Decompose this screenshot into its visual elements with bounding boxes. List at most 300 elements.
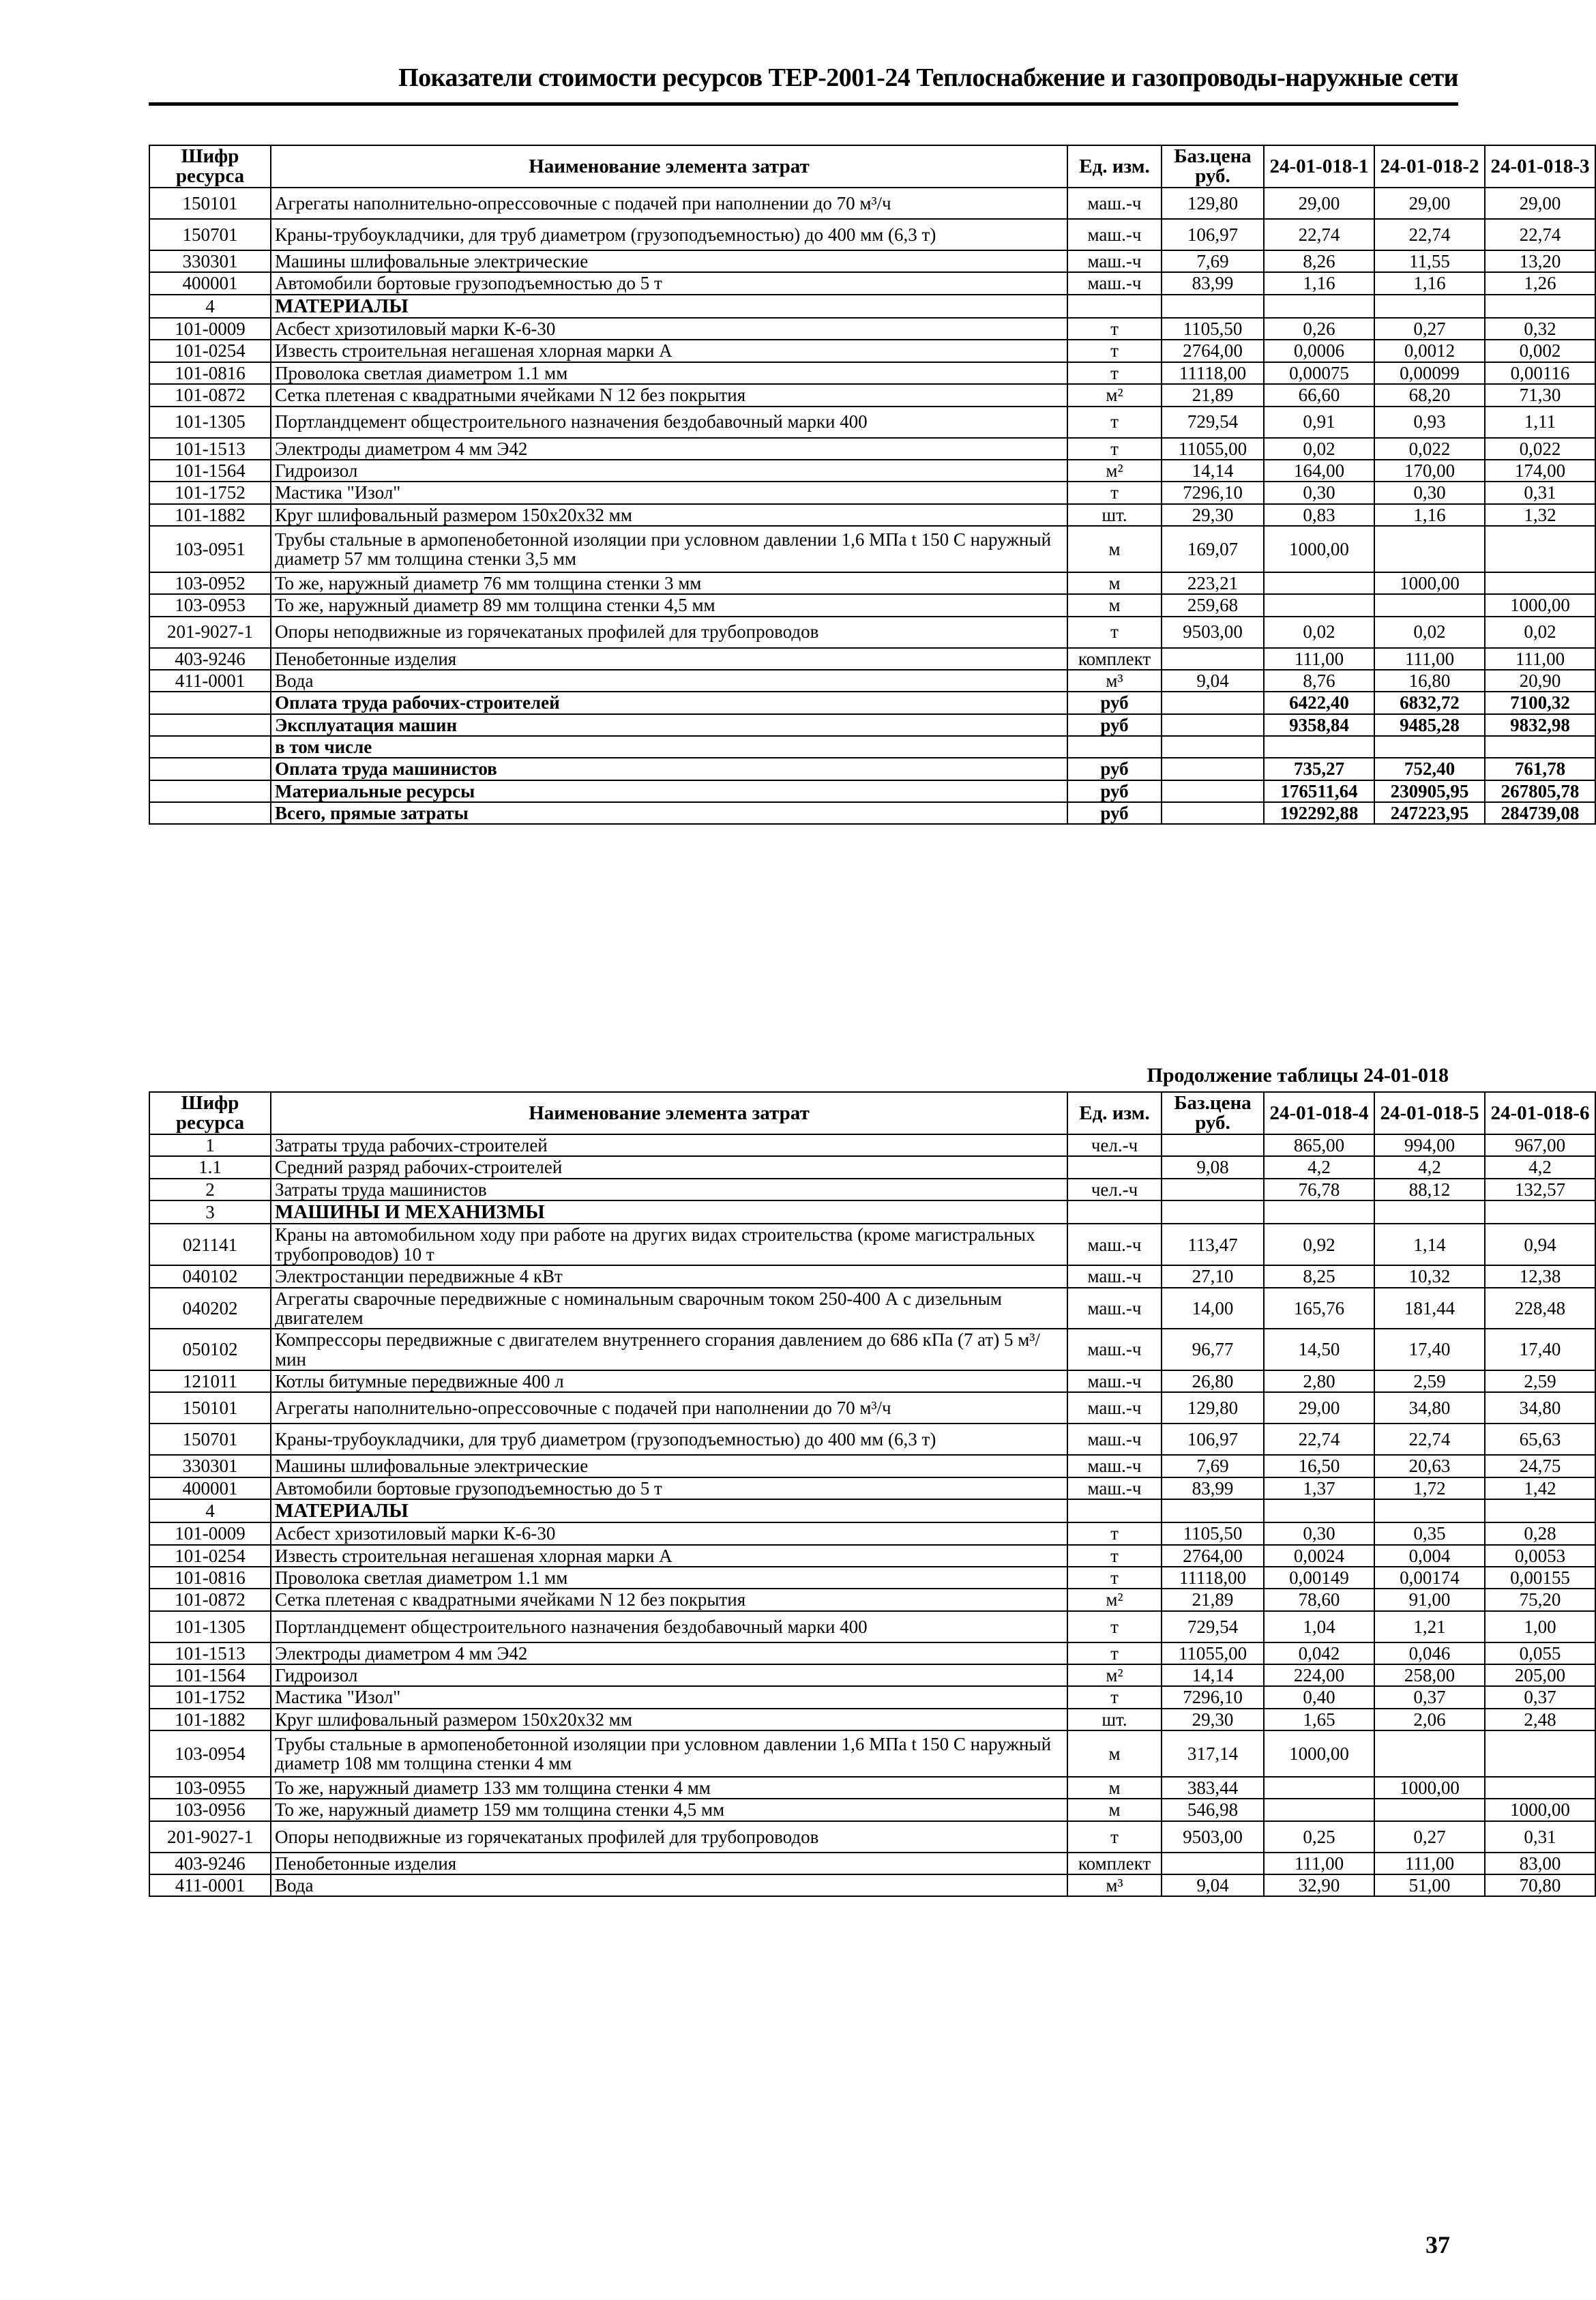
resource-code-cell: 400001 (149, 1477, 271, 1499)
norm-value-cell (1485, 1200, 1595, 1224)
cost-element-cell: Всего, прямые затраты (271, 802, 1067, 824)
table-row (149, 1329, 1595, 1370)
cost-element-cell: Трубы стальные в армопенобетонной изоляции при условном давлении 1,6 МПа t 150 С наружный диаметр 108 мм толщина стенки 4 мм (271, 1730, 1067, 1777)
base-price-cell: 26,80 (1162, 1370, 1264, 1392)
resource-code-cell: 103-0955 (149, 1777, 271, 1799)
norm-value-cell: 8,26 (1264, 250, 1374, 272)
norm-value-cell: 0,055 (1485, 1642, 1595, 1664)
norm-value-cell: 0,94 (1485, 1224, 1595, 1265)
resource-code-cell: 101-0009 (149, 318, 271, 340)
table-row (149, 1288, 1595, 1329)
base-price-cell: 83,99 (1162, 272, 1264, 294)
table-row (149, 318, 1595, 340)
resource-code-cell: 330301 (149, 1455, 271, 1477)
cost-element-cell: То же, наружный диаметр 133 мм толщина стенки 4 мм (271, 1777, 1067, 1799)
norm-value-cell: 228,48 (1485, 1288, 1595, 1329)
norm-value-cell: 22,74 (1374, 219, 1485, 250)
unit-cell: руб (1067, 692, 1162, 713)
table-row (149, 384, 1595, 406)
table-row (149, 1777, 1595, 1799)
table-row (149, 1134, 1595, 1156)
cost-element-cell: в том числе (271, 736, 1067, 758)
norm-value-cell: 1000,00 (1374, 1777, 1485, 1799)
cost-element-cell: Проволока светлая диаметром 1.1 мм (271, 1567, 1067, 1589)
table-row (149, 1799, 1595, 1820)
norm-value-cell: 865,00 (1264, 1134, 1374, 1156)
unit-cell: т (1067, 1611, 1162, 1642)
unit-cell: т (1067, 1686, 1162, 1708)
resource-code-cell: 103-0952 (149, 572, 271, 594)
norm-value-cell: 78,60 (1264, 1589, 1374, 1610)
base-price-cell: 9503,00 (1162, 1821, 1264, 1853)
norm-value-cell: 76,78 (1264, 1179, 1374, 1200)
norm-value-cell: 0,0012 (1374, 340, 1485, 362)
resource-code-cell: 101-1513 (149, 438, 271, 460)
table-row (149, 1370, 1595, 1392)
resource-code-cell: 103-0953 (149, 594, 271, 616)
cost-element-cell: Компрессоры передвижные с двигателем внутреннего сгорания давлением до 686 кПа (7 ат) 5 м³/мин (271, 1329, 1067, 1370)
cost-element-header: Наименование элемента затрат (271, 1092, 1067, 1134)
norm-value-cell: 0,92 (1264, 1224, 1374, 1265)
norm-value-cell (1264, 1799, 1374, 1820)
resource-code-cell: 150101 (149, 188, 271, 219)
base-price-cell: 14,00 (1162, 1288, 1264, 1329)
table-row (149, 460, 1595, 482)
cost-element-cell: МАТЕРИАЛЫ (271, 1499, 1067, 1522)
unit-cell: маш.-ч (1067, 250, 1162, 272)
resource-code-cell: 201-9027-1 (149, 1821, 271, 1853)
cost-element-cell: Известь строительная негашеная хлорная марки А (271, 340, 1067, 362)
norm-value-cell (1374, 736, 1485, 758)
resource-code-cell: 403-9246 (149, 648, 271, 670)
norm-value-cell: 12,38 (1485, 1265, 1595, 1287)
base-price-cell: 113,47 (1162, 1224, 1264, 1265)
resource-code-cell: 150701 (149, 1424, 271, 1455)
norm-value-cell: 0,00155 (1485, 1567, 1595, 1589)
table-row (149, 362, 1595, 384)
norm-value-cell: 0,35 (1374, 1522, 1485, 1544)
cost-element-cell: Асбест хризотиловый марки К-6-30 (271, 318, 1067, 340)
norm-value-cell: 0,37 (1485, 1686, 1595, 1708)
resource-table-1 (149, 145, 1596, 825)
norm-value-cell: 34,80 (1485, 1392, 1595, 1424)
unit-cell: комплект (1067, 1853, 1162, 1874)
page-number: 37 (1425, 2231, 1450, 2258)
norm-value-cell: 22,74 (1374, 1424, 1485, 1455)
norm-value-cell: 6832,72 (1374, 692, 1485, 713)
norm-value-cell: 0,91 (1264, 407, 1374, 438)
norm-value-cell: 4,2 (1485, 1156, 1595, 1178)
table-row (149, 572, 1595, 594)
resource-code-cell: 101-1882 (149, 1709, 271, 1730)
base-price-cell: 11055,00 (1162, 438, 1264, 460)
norm-value-cell: 0,31 (1485, 1821, 1595, 1853)
base-price-cell (1162, 648, 1264, 670)
unit-cell: маш.-ч (1067, 1424, 1162, 1455)
cost-element-cell: Электростанции передвижные 4 кВт (271, 1265, 1067, 1287)
table-row (149, 1611, 1595, 1642)
norm-value-cell: 4,2 (1374, 1156, 1485, 1178)
table-row (149, 1874, 1595, 1896)
unit-header: Ед. изм. (1067, 145, 1162, 188)
cost-element-cell: Электроды диаметром 4 мм Э42 (271, 1642, 1067, 1664)
unit-cell: чел.-ч (1067, 1134, 1162, 1156)
cost-element-cell: Известь строительная негашеная хлорная марки А (271, 1545, 1067, 1567)
base-price-cell: 729,54 (1162, 1611, 1264, 1642)
norm-column-header-3: 24-01-018-3 (1485, 145, 1595, 188)
norm-value-cell: 29,00 (1264, 1392, 1374, 1424)
norm-value-cell: 17,40 (1374, 1329, 1485, 1370)
norm-value-cell: 0,27 (1374, 318, 1485, 340)
unit-cell (1067, 1156, 1162, 1178)
norm-value-cell: 0,0006 (1264, 340, 1374, 362)
table-row (149, 526, 1595, 572)
resource-code-cell: 101-1564 (149, 1664, 271, 1686)
cost-element-cell: Краны-трубоукладчики, для труб диаметром (грузоподъемностью) до 400 мм (6,3 т) (271, 219, 1067, 250)
resource-code-cell: 1.1 (149, 1156, 271, 1178)
base-price-cell (1162, 1134, 1264, 1156)
resource-code-cell (149, 692, 271, 713)
norm-value-cell (1485, 295, 1595, 318)
table-row (149, 1567, 1595, 1589)
cost-element-cell: Круг шлифовальный размером 150х20х32 мм (271, 1709, 1067, 1730)
norm-value-cell: 735,27 (1264, 758, 1374, 780)
continuation-label: Продолжение таблицы 24-01-018 (1147, 1064, 1449, 1087)
base-price-cell: 27,10 (1162, 1265, 1264, 1287)
base-price-cell (1162, 1853, 1264, 1874)
norm-value-cell: 9485,28 (1374, 714, 1485, 736)
norm-value-cell: 0,00075 (1264, 362, 1374, 384)
base-price-cell: 7,69 (1162, 1455, 1264, 1477)
resource-code-cell: 101-0009 (149, 1522, 271, 1544)
norm-value-cell: 0,042 (1264, 1642, 1374, 1664)
table-row (149, 692, 1595, 713)
norm-value-cell: 752,40 (1374, 758, 1485, 780)
table-row (149, 1642, 1595, 1664)
norm-value-cell: 132,57 (1485, 1179, 1595, 1200)
cost-element-cell: МАТЕРИАЛЫ (271, 295, 1067, 318)
base-price-cell: 21,89 (1162, 1589, 1264, 1610)
cost-element-cell: Пенобетонные изделия (271, 648, 1067, 670)
cost-element-cell: Оплата труда рабочих-строителей (271, 692, 1067, 713)
table-row (149, 1224, 1595, 1265)
norm-value-cell: 164,00 (1264, 460, 1374, 482)
cost-element-cell: Агрегаты сварочные передвижные с номинальным сварочным током 250-400 А с дизельным двигателем (271, 1288, 1067, 1329)
norm-value-cell: 174,00 (1485, 460, 1595, 482)
norm-value-cell: 65,63 (1485, 1424, 1595, 1455)
header-rule (149, 102, 1458, 106)
norm-value-cell: 10,32 (1374, 1265, 1485, 1287)
resource-code-cell: 330301 (149, 250, 271, 272)
table-row (149, 272, 1595, 294)
cost-element-cell: МАШИНЫ И МЕХАНИЗМЫ (271, 1200, 1067, 1224)
table-row (149, 407, 1595, 438)
norm-value-cell: 165,76 (1264, 1288, 1374, 1329)
norm-value-cell: 71,30 (1485, 384, 1595, 406)
base-price-cell: 317,14 (1162, 1730, 1264, 1777)
norm-value-cell: 1,72 (1374, 1477, 1485, 1499)
norm-value-cell: 14,50 (1264, 1329, 1374, 1370)
norm-value-cell: 0,046 (1374, 1642, 1485, 1664)
norm-value-cell: 267805,78 (1485, 780, 1595, 802)
cost-element-cell: Опоры неподвижные из горячекатаных профилей для трубопроводов (271, 1821, 1067, 1853)
base-price-header: Баз.цена руб. (1162, 1092, 1264, 1134)
resource-code-cell: 150101 (149, 1392, 271, 1424)
norm-value-cell: 0,30 (1264, 1522, 1374, 1544)
norm-value-cell: 0,00174 (1374, 1567, 1485, 1589)
resource-code-cell: 4 (149, 1499, 271, 1522)
norm-value-cell: 0,40 (1264, 1686, 1374, 1708)
table-row (149, 1499, 1595, 1522)
table-row (149, 1424, 1595, 1455)
table-row (149, 714, 1595, 736)
table-row (149, 1179, 1595, 1200)
unit-cell: маш.-ч (1067, 188, 1162, 219)
norm-value-cell: 7100,32 (1485, 692, 1595, 713)
base-price-cell (1162, 780, 1264, 802)
resource-code-cell (149, 736, 271, 758)
norm-value-cell: 20,63 (1374, 1455, 1485, 1477)
cost-element-cell: Краны на автомобильном ходу при работе на других видах строительства (кроме магистральных трубопроводов) 10 т (271, 1224, 1067, 1265)
norm-value-cell (1485, 572, 1595, 594)
table-header-row (149, 145, 1595, 188)
norm-value-cell: 0,00116 (1485, 362, 1595, 384)
norm-value-cell: 0,27 (1374, 1821, 1485, 1853)
norm-value-cell: 0,93 (1374, 407, 1485, 438)
cost-element-cell: Автомобили бортовые грузоподъемностью до 5 т (271, 1477, 1067, 1499)
table-row (149, 188, 1595, 219)
cost-element-cell: Сетка плетеная с квадратными ячейками N 12 без покрытия (271, 1589, 1067, 1610)
norm-value-cell: 24,75 (1485, 1455, 1595, 1477)
base-price-cell (1162, 692, 1264, 713)
norm-value-cell (1374, 295, 1485, 318)
table-row (149, 802, 1595, 824)
cost-element-cell: Автомобили бортовые грузоподъемностью до 5 т (271, 272, 1067, 294)
unit-cell: шт. (1067, 1709, 1162, 1730)
norm-value-cell: 83,00 (1485, 1853, 1595, 1874)
unit-cell: м (1067, 1777, 1162, 1799)
cost-element-cell: Агрегаты наполнительно-опрессовочные с подачей при наполнении до 70 м³/ч (271, 1392, 1067, 1424)
running-header: Показатели стоимости ресурсов ТЕР-2001-24 Теплоснабжение и газопроводы-наружные сети (398, 63, 1458, 92)
base-price-cell: 83,99 (1162, 1477, 1264, 1499)
resource-code-cell: 101-1752 (149, 482, 271, 503)
resource-code-cell: 403-9246 (149, 1853, 271, 1874)
base-price-cell: 546,98 (1162, 1799, 1264, 1820)
resource-code-cell: 103-0954 (149, 1730, 271, 1777)
norm-value-cell: 111,00 (1485, 648, 1595, 670)
cost-element-cell: Портландцемент общестроительного назначения бездобавочный марки 400 (271, 407, 1067, 438)
table-row (149, 1477, 1595, 1499)
base-price-cell (1162, 758, 1264, 780)
resource-code-cell: 101-1513 (149, 1642, 271, 1664)
norm-value-cell: 34,80 (1374, 1392, 1485, 1424)
norm-value-cell: 0,0024 (1264, 1545, 1374, 1567)
resource-code-cell: 040202 (149, 1288, 271, 1329)
base-price-cell (1162, 295, 1264, 318)
table-row (149, 1392, 1595, 1424)
cost-element-cell: Асбест хризотиловый марки К-6-30 (271, 1522, 1067, 1544)
cost-element-cell: То же, наружный диаметр 76 мм толщина стенки 3 мм (271, 572, 1067, 594)
resource-code-cell: 101-1882 (149, 504, 271, 526)
base-price-cell: 14,14 (1162, 1664, 1264, 1686)
norm-value-cell: 967,00 (1485, 1134, 1595, 1156)
resource-code-cell: 101-1305 (149, 1611, 271, 1642)
norm-value-cell: 176511,64 (1264, 780, 1374, 802)
resource-code-cell: 040102 (149, 1265, 271, 1287)
resource-code-cell: 3 (149, 1200, 271, 1224)
norm-value-cell: 224,00 (1264, 1664, 1374, 1686)
norm-value-cell: 1000,00 (1374, 572, 1485, 594)
resource-code-cell: 101-1752 (149, 1686, 271, 1708)
norm-value-cell: 0,02 (1485, 617, 1595, 648)
unit-cell: т (1067, 362, 1162, 384)
resource-code-cell: 101-0254 (149, 1545, 271, 1567)
norm-value-cell (1264, 572, 1374, 594)
norm-value-cell: 1,16 (1374, 504, 1485, 526)
resource-code-cell: 101-0254 (149, 340, 271, 362)
table-row (149, 670, 1595, 692)
norm-value-cell: 29,00 (1485, 188, 1595, 219)
norm-value-cell: 1000,00 (1485, 1799, 1595, 1820)
table-row (149, 648, 1595, 670)
norm-value-cell: 22,74 (1264, 219, 1374, 250)
resource-code-cell: 103-0956 (149, 1799, 271, 1820)
norm-value-cell (1374, 594, 1485, 616)
unit-cell: м² (1067, 460, 1162, 482)
table-row (149, 1265, 1595, 1287)
norm-value-cell: 13,20 (1485, 250, 1595, 272)
resource-code-cell: 021141 (149, 1224, 271, 1265)
norm-value-cell: 1,00 (1485, 1611, 1595, 1642)
norm-value-cell: 1,14 (1374, 1224, 1485, 1265)
unit-cell: т (1067, 318, 1162, 340)
base-price-cell: 729,54 (1162, 407, 1264, 438)
unit-cell: м (1067, 1799, 1162, 1820)
norm-value-cell: 0,0053 (1485, 1545, 1595, 1567)
norm-value-cell: 205,00 (1485, 1664, 1595, 1686)
resource-code-cell: 411-0001 (149, 1874, 271, 1896)
cost-element-cell: Вода (271, 1874, 1067, 1896)
norm-value-cell: 192292,88 (1264, 802, 1374, 824)
norm-value-cell: 1,32 (1485, 504, 1595, 526)
norm-value-cell: 75,20 (1485, 1589, 1595, 1610)
norm-value-cell: 994,00 (1374, 1134, 1485, 1156)
resource-code-cell: 400001 (149, 272, 271, 294)
norm-value-cell: 258,00 (1374, 1664, 1485, 1686)
norm-value-cell: 170,00 (1374, 460, 1485, 482)
unit-cell: маш.-ч (1067, 272, 1162, 294)
norm-value-cell (1374, 526, 1485, 572)
resource-code-cell: 1 (149, 1134, 271, 1156)
cost-element-cell: То же, наружный диаметр 89 мм толщина стенки 4,5 мм (271, 594, 1067, 616)
cost-element-cell: Проволока светлая диаметром 1.1 мм (271, 362, 1067, 384)
base-price-cell: 223,21 (1162, 572, 1264, 594)
cost-element-cell: Краны-трубоукладчики, для труб диаметром (грузоподъемностью) до 400 мм (6,3 т) (271, 1424, 1067, 1455)
base-price-cell: 129,80 (1162, 188, 1264, 219)
norm-value-cell (1264, 1499, 1374, 1522)
norm-value-cell: 11,55 (1374, 250, 1485, 272)
norm-value-cell: 17,40 (1485, 1329, 1595, 1370)
base-price-cell: 11118,00 (1162, 1567, 1264, 1589)
base-price-cell (1162, 1499, 1264, 1522)
unit-cell: т (1067, 1545, 1162, 1567)
norm-value-cell: 16,50 (1264, 1455, 1374, 1477)
unit-cell: м² (1067, 384, 1162, 406)
norm-value-cell (1374, 1799, 1485, 1820)
resource-code-cell: 201-9027-1 (149, 617, 271, 648)
table-header-row (149, 1092, 1595, 1134)
norm-value-cell (1485, 1499, 1595, 1522)
norm-value-cell: 2,59 (1374, 1370, 1485, 1392)
norm-value-cell: 0,30 (1264, 482, 1374, 503)
norm-value-cell: 247223,95 (1374, 802, 1485, 824)
unit-cell: руб (1067, 714, 1162, 736)
resource-code-cell: 150701 (149, 219, 271, 250)
norm-value-cell: 22,74 (1485, 219, 1595, 250)
resource-code-cell: 101-0816 (149, 362, 271, 384)
norm-value-cell: 230905,95 (1374, 780, 1485, 802)
table-row (149, 1686, 1595, 1708)
norm-value-cell: 284739,08 (1485, 802, 1595, 824)
table-row (149, 1455, 1595, 1477)
base-price-cell: 11055,00 (1162, 1642, 1264, 1664)
base-price-cell: 21,89 (1162, 384, 1264, 406)
unit-cell: м (1067, 572, 1162, 594)
unit-cell: м (1067, 526, 1162, 572)
norm-value-cell (1485, 1730, 1595, 1777)
cost-element-cell: Затраты труда рабочих-строителей (271, 1134, 1067, 1156)
norm-value-cell: 2,06 (1374, 1709, 1485, 1730)
norm-column-header-3: 24-01-018-6 (1485, 1092, 1595, 1134)
table-row (149, 1156, 1595, 1178)
resource-code-header: Шифр ресурса (149, 145, 271, 188)
base-price-cell (1162, 736, 1264, 758)
resource-code-cell (149, 714, 271, 736)
unit-cell: маш.-ч (1067, 1265, 1162, 1287)
unit-header: Ед. изм. (1067, 1092, 1162, 1134)
unit-cell: м² (1067, 1589, 1162, 1610)
norm-value-cell (1374, 1730, 1485, 1777)
table-row (149, 758, 1595, 780)
norm-value-cell: 0,02 (1374, 617, 1485, 648)
unit-cell: маш.-ч (1067, 1392, 1162, 1424)
unit-cell: маш.-ч (1067, 1329, 1162, 1370)
norm-value-cell: 0,02 (1264, 617, 1374, 648)
table-row (149, 594, 1595, 616)
base-price-cell: 9,04 (1162, 1874, 1264, 1896)
cost-element-cell: Электроды диаметром 4 мм Э42 (271, 438, 1067, 460)
norm-value-cell: 4,2 (1264, 1156, 1374, 1178)
unit-cell: т (1067, 617, 1162, 648)
base-price-cell: 9,08 (1162, 1156, 1264, 1178)
base-price-cell: 7296,10 (1162, 1686, 1264, 1708)
norm-value-cell: 8,25 (1264, 1265, 1374, 1287)
table-row (149, 1821, 1595, 1853)
resource-code-cell: 050102 (149, 1329, 271, 1370)
norm-column-header-1: 24-01-018-4 (1264, 1092, 1374, 1134)
norm-column-header-1: 24-01-018-1 (1264, 145, 1374, 188)
norm-value-cell: 16,80 (1374, 670, 1485, 692)
cost-element-cell: Материальные ресурсы (271, 780, 1067, 802)
resource-code-cell: 2 (149, 1179, 271, 1200)
unit-cell: маш.-ч (1067, 1288, 1162, 1329)
cost-element-cell: Машины шлифовальные электрические (271, 1455, 1067, 1477)
table-row (149, 1200, 1595, 1224)
base-price-cell: 259,68 (1162, 594, 1264, 616)
unit-cell (1067, 295, 1162, 318)
unit-cell (1067, 1499, 1162, 1522)
unit-cell: т (1067, 340, 1162, 362)
